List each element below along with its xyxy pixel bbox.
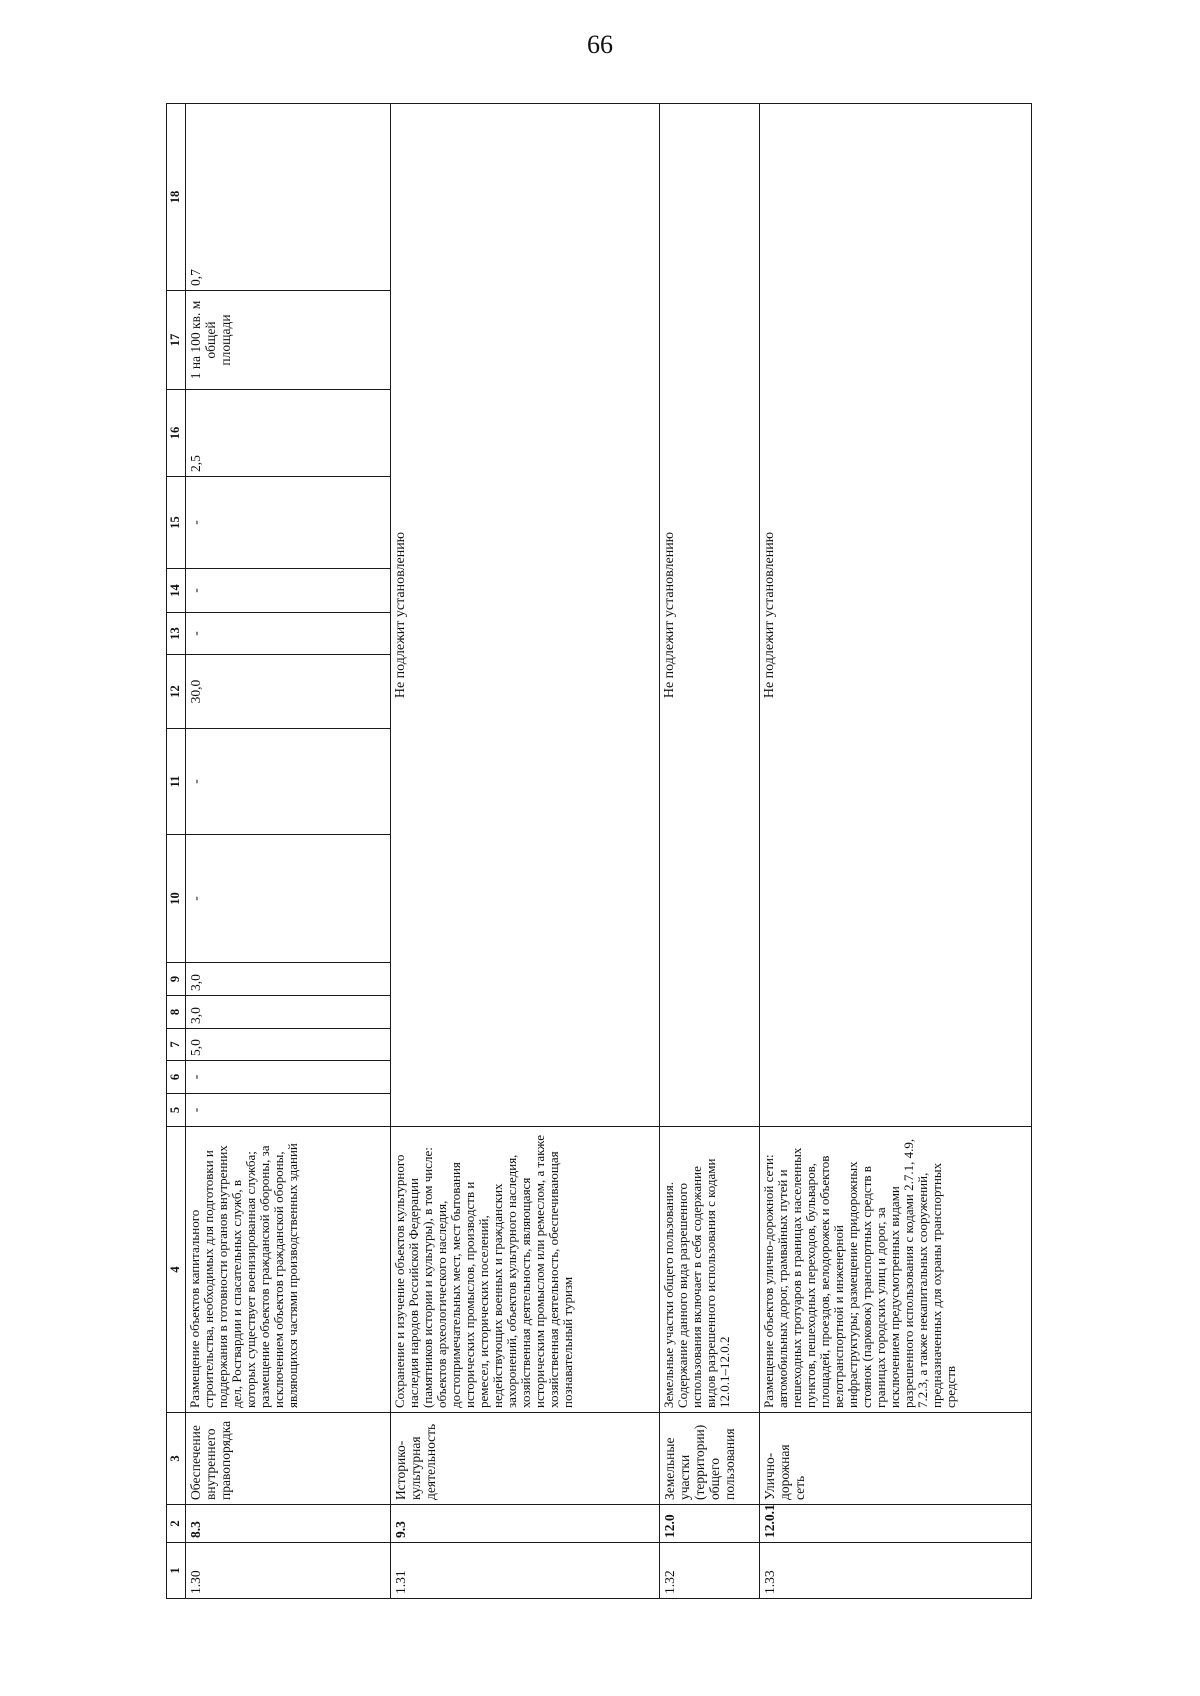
use-code: 9.3 [390, 1505, 659, 1543]
column-header: 3 [167, 1413, 186, 1505]
column-header: 18 [167, 104, 186, 291]
param-value: - [186, 835, 391, 963]
column-header: 6 [167, 1061, 186, 1094]
param-value: - [186, 729, 391, 835]
param-value: 5,0 [186, 1029, 391, 1061]
param-value: 30,0 [186, 655, 391, 729]
column-header: 12 [167, 655, 186, 729]
row-number: 1.31 [390, 1543, 659, 1599]
table-row [759, 104, 1032, 1599]
column-header: 4 [167, 1127, 186, 1413]
param-value: 3,0 [186, 963, 391, 996]
row-number: 1.32 [659, 1543, 759, 1599]
use-name: Обеспечение внутреннего правопорядка [186, 1413, 391, 1505]
use-code: 12.0.1 [759, 1505, 1032, 1543]
column-header: 2 [167, 1505, 186, 1543]
page-number: 66 [587, 30, 613, 59]
column-header: 15 [167, 477, 186, 569]
zoning-parameters-table [166, 103, 1032, 1599]
use-name: Историко-культурная деятельность [390, 1413, 659, 1505]
not-applicable-note: Не подлежит установлению [390, 104, 659, 1127]
param-value: - [186, 1061, 391, 1094]
row-number: 1.30 [186, 1543, 391, 1599]
param-value: 0,7 [186, 104, 391, 291]
column-header: 1 [167, 1543, 186, 1599]
column-header: 14 [167, 569, 186, 613]
rotated-table-wrapper [166, 104, 1032, 1599]
column-header: 8 [167, 996, 186, 1029]
not-applicable-note: Не подлежит установлению [659, 104, 759, 1127]
use-name: Улично-дорожная сеть [759, 1413, 1032, 1505]
table-row [186, 104, 391, 1599]
table-row [390, 104, 659, 1599]
use-description: Сохранение и изучение объектов культурного наследия народов Российской Федерации (памятников истории и культуры), в том числе: объектов археологического наследия, достопримечательных мест, мест бытования исторических промыслов, производств и ремесел, исторических поселений, недействующих военных и гражданских захоронений, объектов культурного наследия, хозяйственная деятельность, являющаяся историческим промыслом или ремеслом, а также хозяйственная деятельность, обеспечивающая познавательный туризм [390, 1127, 659, 1413]
use-code: 12.0 [659, 1505, 759, 1543]
param-value: - [186, 477, 391, 569]
column-header-row [167, 104, 186, 1599]
param-value: 1 на 100 кв. м общей площади [186, 291, 391, 390]
column-header: 5 [167, 1094, 186, 1127]
param-value: - [186, 569, 391, 613]
not-applicable-note: Не подлежит установлению [759, 104, 1032, 1127]
use-description: Земельные участки общего пользования. Содержание данного вида разрешенного использования включает в себя содержание видов разрешенного использования с кодами 12.0.1–12.0.2 [659, 1127, 759, 1413]
param-value: - [186, 613, 391, 655]
column-header: 16 [167, 390, 186, 477]
param-value: 2,5 [186, 390, 391, 477]
column-header: 9 [167, 963, 186, 996]
column-header: 10 [167, 835, 186, 963]
table-row [659, 104, 759, 1599]
use-name: Земельные участки (территории) общего пользования [659, 1413, 759, 1505]
column-header: 7 [167, 1029, 186, 1061]
row-number: 1.33 [759, 1543, 1032, 1599]
use-description: Размещение объектов улично-дорожной сети: автомобильных дорог, трамвайных путей и пешеходных тротуаров в границах населенных пунктов, пешеходных переходов, бульваров, площадей, проездов, велодорожек и объектов велотранспортной и инженерной инфраструктуры; размещение придорожных стоянок (парковок) транспортных средств в границах городских улиц и дорог, за исключением предусмотренных видами разрешенного использования с кодами 2.7.1, 4.9, 7.2.3, а также некапитальных сооружений, предназначенных для охраны транспортных средств [759, 1127, 1032, 1413]
column-header: 13 [167, 613, 186, 655]
column-header: 17 [167, 291, 186, 390]
use-code: 8.3 [186, 1505, 391, 1543]
param-value: - [186, 1094, 391, 1127]
param-value: 3,0 [186, 996, 391, 1029]
column-header: 11 [167, 729, 186, 835]
use-description: Размещение объектов капитального строительства, необходимых для подготовки и поддержания в готовности органов внутренних дел, Росгвардии и спасательных служб, в которых существует военизированная служба; размещение объектов гражданской обороны, за исключением объектов гражданской обороны, являющихся частями производственных зданий [186, 1127, 391, 1413]
